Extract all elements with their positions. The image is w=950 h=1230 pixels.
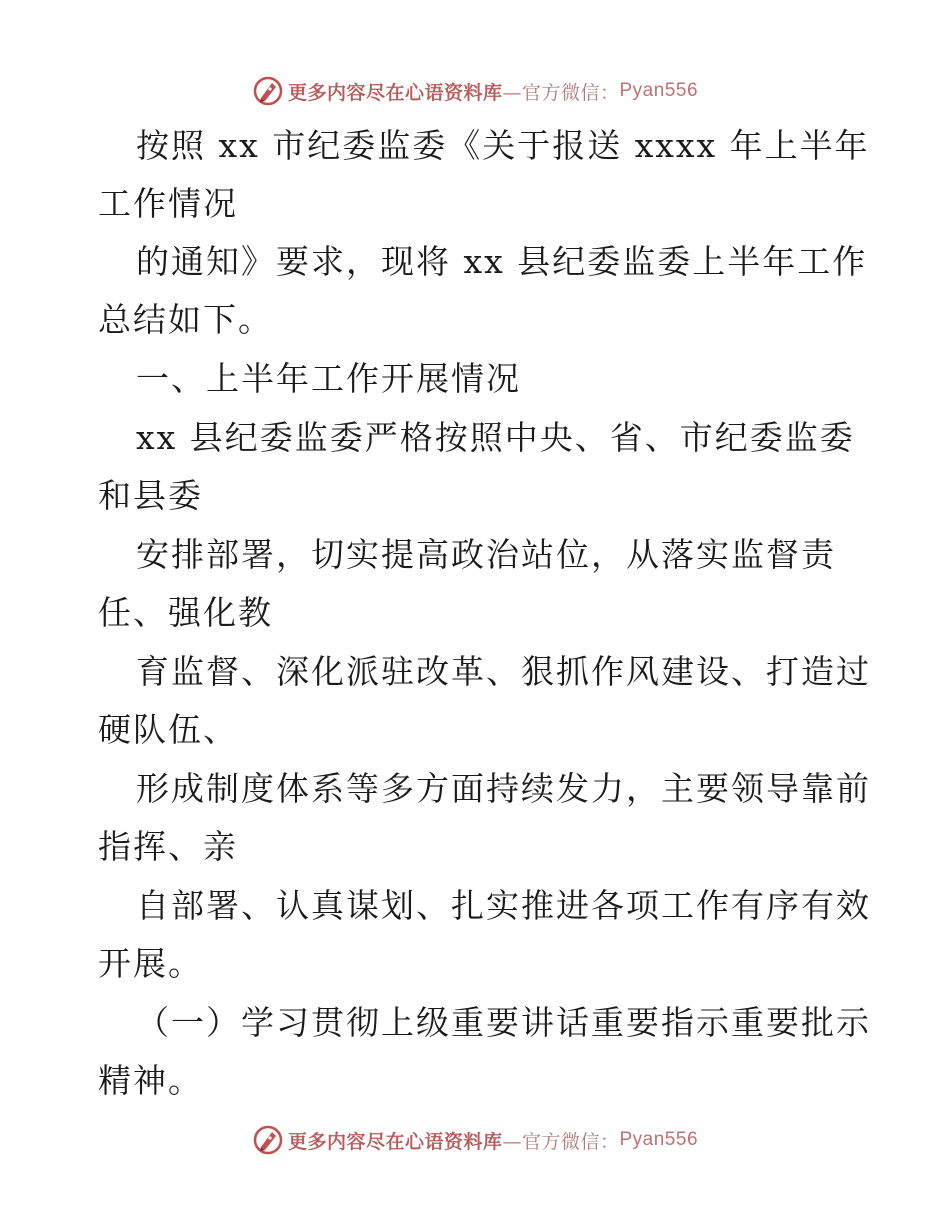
text-line: xx 县纪委监委严格按照中央、省、市纪委监委 [136, 418, 855, 457]
text-line: 育监督、深化派驻改革、狠抓作风建设、打造过 [136, 652, 871, 691]
text-line: 精神。 [98, 1061, 203, 1100]
text-line: 按照 xx 市纪委监委《关于报送 xxxx 年上半年 [136, 126, 870, 165]
text-line: 安排部署，切实提高政治站位，从落实监督责 [136, 535, 836, 574]
text-line: 总结如下。 [98, 300, 273, 339]
watermark-account: Pyan556 [619, 80, 699, 101]
subsection-heading: （一）学习贯彻上级重要讲话重要指示重要批示 [136, 1003, 871, 1042]
watermark-account: Pyan556 [619, 1129, 699, 1150]
text-line: 工作情况 [98, 184, 238, 223]
text-line: 的通知》要求，现将 xx 县纪委监委上半年工作 [136, 242, 868, 281]
watermark-label-suffix: —官方微信： [502, 81, 620, 104]
pen-nib-logo-icon [252, 1124, 284, 1156]
pen-nib-logo-icon [252, 75, 284, 107]
text-line: 形成制度体系等多方面持续发力，主要领导靠前 [136, 769, 871, 808]
text-line: 开展。 [98, 944, 203, 983]
text-line: 硬队伍、 [98, 710, 238, 749]
section-heading: 一、上半年工作开展情况 [136, 359, 521, 398]
watermark-label: 更多内容尽在心语资料库 [287, 1130, 503, 1153]
text-line: 指挥、亲 [98, 827, 238, 866]
text-line: 和县委 [98, 476, 203, 515]
watermark-label: 更多内容尽在心语资料库 [287, 81, 503, 104]
text-line: 自部署、认真谋划、扎实推进各项工作有序有效 [136, 886, 871, 925]
watermark-header [0, 71, 950, 111]
watermark-footer [0, 1120, 950, 1160]
text-line: 任、强化教 [98, 593, 273, 632]
watermark-label-suffix: —官方微信： [502, 1130, 620, 1153]
